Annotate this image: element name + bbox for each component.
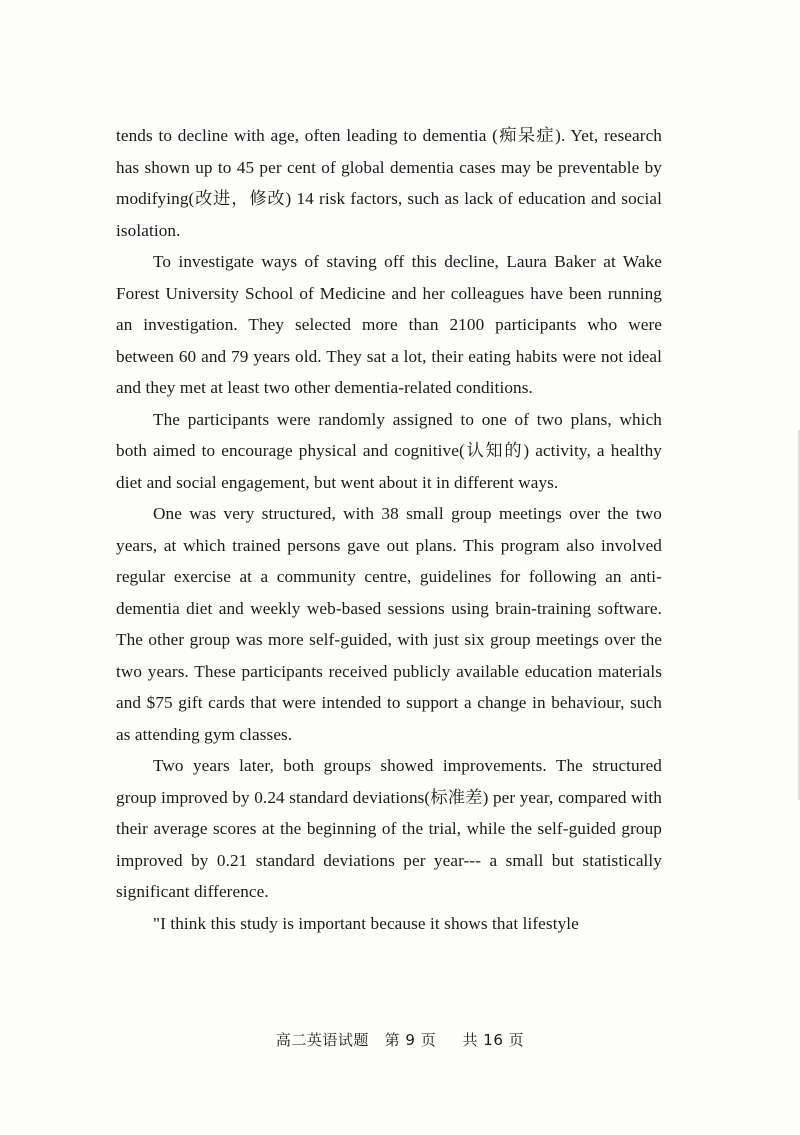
paragraph-5: Two years later, both groups showed improvements. The structured group improved by 0.24 standard deviations(标准差) per year, compared with their average scores at the beginning of the trial, while the self-guided group improved by 0.21 standard deviations per year--- a small but statistically significant difference.	[116, 756, 662, 901]
paragraph-6: "I think this study is important because it shows that lifestyle	[153, 913, 579, 933]
paragraph-3: The participants were randomly assigned to one of two plans, which both aimed to encourage physical and cognitive(认知的) activity, a healthy diet and social engagement, but went about it in different ways.	[116, 409, 662, 492]
paragraph-4: One was very structured, with 38 small group meetings over the two years, at which trained persons gave out plans. This program also involved regular exercise at a community centre, guidelines for following an anti-dementia diet and weekly web-based sessions using brain-training software. The other group was more self-guided, with just six group meetings over the two years. These participants received publicly available education materials and $75 gift cards that were intended to support a change in behaviour, such as attending gym classes.	[116, 504, 662, 744]
page-footer: 高二英语试题 第 9 页 共 16 页	[275, 1031, 525, 1049]
paragraph-1: tends to decline with age, often leading to dementia (痴呆症). Yet, research has shown up to 45 per cent of global dementia cases may be preventable by modifying(改进，修改) 14 risk factors, such as lack of education and social isolation.	[116, 126, 662, 240]
paragraph-2: To investigate ways of staving off this decline, Laura Baker at Wake Forest University School of Medicine and her colleagues have been running an investigation. They selected more than 2100 participants who were between 60 and 79 years old. They sat a lot, their eating habits were not ideal and they met at least two other dementia-related conditions.	[116, 252, 662, 397]
reading-passage	[116, 120, 662, 939]
